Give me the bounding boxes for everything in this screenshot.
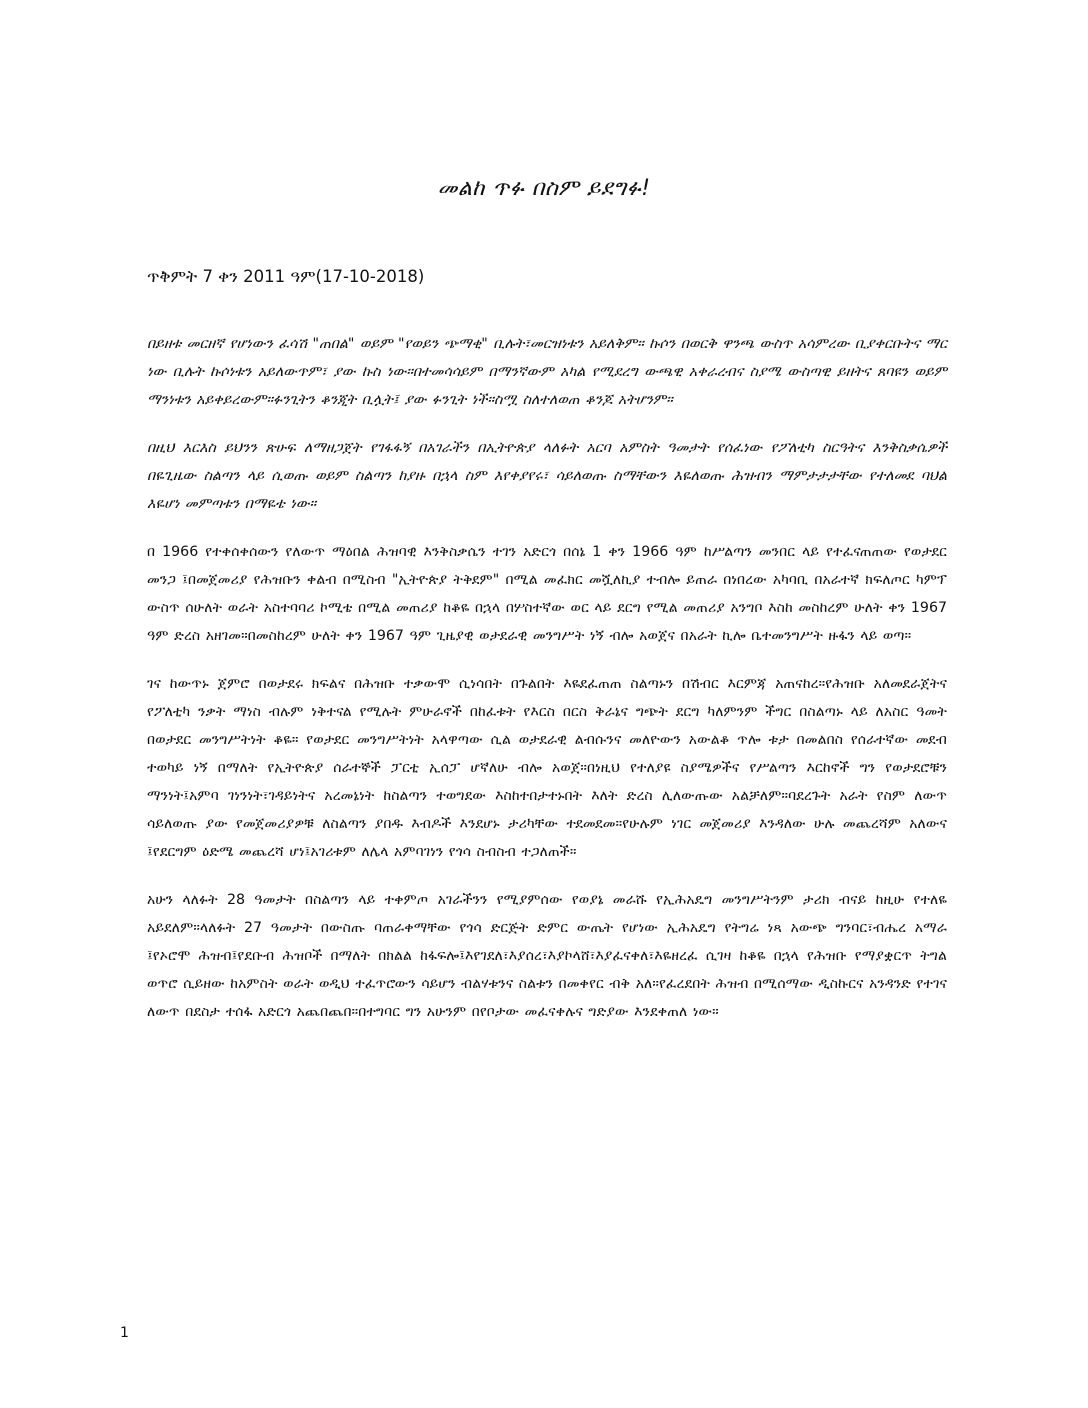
paragraph-4: ገና ከውጥኑ ጀምሮ በወታደሩ ክፍልና በሕዝቡ ተቃውሞ ሲነሳበት በጉልበት እዬደፈጠጠ ስልጣኑን በሽብር እርምጃ አጠናከረ።የሕዝቡ አለመደራጀትና የፖለቲካ ንቃት ማነስ ብሉም ነቅተናል የሚሉት ምሁራኖች በከፈቱት የእርስ በርስ ቅራኔና ግጭት ደርግ ካለምንም ችግር በስልጣኑ ላይ ለአስር ዓመት በወታደር መንግሥትነት ቆዬ። የወታደር መንግሥትነት አላዋጣው ሲል ወታደራዊ ልብሱንና መለዮውን አውልቆ ጥሎ ቱታ በመልበስ የሰራተኛው መደብ ተወካይ ነኝ በማለት የኢትዮጵያ ሰራተኞች ፓርቲ ኢሰፓ ሆኛለሁ ብሎ አወጀ።በነዚህ የተለያዩ ስያሜዎችና የሥልጣን እርከኖች ግን የወታደሮቹን ማንነት፤አምባ ገነንነት፣ገዳይነትና አረመኔነት ከስልጣን ተወግደው እስከተበታተኑበት እለት ድረስ ሊለውጡው አልቻለም።ባደረጉት አራት የስም ለውጥ ሳይለወጡ ያው የመጀመሪያዎቹ ለስልጣን ያበዱ እብዶች እንደሆኑ ታሪካቸው ተደመደመ።የሁሉም ነገር መጀመሪያ እንዳለው ሁሉ መጨረሻም አለውና ፤የደርግም ዕድሜ መጨረሻ ሆነ፤አገሪቱም ለሌላ አምባገነን የጎሳ ስብስብ ተጋለጠች።	[147, 676, 948, 860]
paragraph-1: በይዘቱ መርዘኛ የሆነውን ፈሳሽ "ጠበል" ወይም "የወይን ጭማቂ" ቢሉት፣መርዝነቱን አይለቅም። ኩሶን በወርቅ ዋንጫ ውስጥ አሳምረው ቢያቀርቡትና ማር ነው ቢሉት ኩሶነቱን አይለውጥም፣ ያው ኩስ ነው።በተመሳሳይም በማንኛውም አካል የሚደረግ ውጫዊ አቀራረብና ስያሜ ውስጣዊ ይዘትና ጸባዩን ወይም ማንነቱን አይቀይረውም።ፉንጊትን ቆንጂት ቢሏት፤ ያው ፉንጊት ነች።ስሟ ስለተለወጠ ቆንጆ አትሆንም።	[147, 336, 948, 408]
date-line: ጥቅምት 7 ቀን 2011 ዓም(17-10-2018)	[147, 267, 425, 286]
document-title: መልከ ጥፉ በስም ይደግፉ!	[437, 176, 651, 201]
paragraph-2: በዚህ እርእስ ይህንን ጽሁፍ ለማዘጋጀት የገፋፋኝ በአገራችን በኢትዮጵያ ላለፉት አርባ አምስት ዓመታት የሰፈነው የፖለቲካ ስርዓትና እንቅስቃሴዎች በዬጊዜው ስልጣን ላይ ሲወጡ ወይም ስልጣን ከያዙ በኋላ ስም እየቀያየሩ፣ ሳይለወጡ ስማቸውን እዬለወጡ ሕዝብን ማምታታታቸው የተለመደ ባህል እዬሆነ መምጣቱን በማዬቴ ነው።	[147, 440, 947, 512]
paragraph-5: አሁን ላለፉት 28 ዓመታት በስልጣን ላይ ተቀምጦ አገራችንን የሚያምሰው የወያኔ መራሹ የኢሕአዴግ መንግሥትንም ታሪክ ብናይ ከዚሁ የተለዬ አይደለም።ላለፉት 27 ዓመታት በውስጡ ባጠራቀማቸው የጎሳ ድርጅት ድምር ውጤት የሆነው ኢሕአዴግ የትግሬ ነጻ አውጭ ግንባር፣ብሔረ አማራ ፤የኦሮሞ ሕዝብ፤የደቡብ ሕዝቦች በማለት በክልል ከፋፍሎ፤እየገደለ፣እያሰረ፣እያኮላሸ፣እያፈናቀለ፣እዬዘረፈ ሲገዛ ከቆዬ በኋላ የሕዝቡ የማያቋርጥ ትግል ወጥሮ ሲይዘው ከአምስት ወራት ወዲህ ተፈጥሮውን ሳይሆን ብልሃቱንና ስልቱን በመቀየር ብቅ አለ።የፈረደበት ሕዝብ በሚሰማው ዲስኩርና አንዳንድ የተገና ለውጥ በደስታ ተሰፋ አድርጎ አጨበጨበ።በተግባር ግን አሁንም በየቦታው መፈናቀሉና ግድያው እንደቀጠለ ነው።	[147, 892, 947, 1020]
paragraph-3: በ 1966 የተቀሰቀሰውን የለውጥ ማዕበል ሕዝባዊ እንቅስቃሴን ተገን አድርጎ በሰኔ 1 ቀን 1966 ዓም ከሥልጣን መንበር ላይ የተፈናጠጠው የወታደር መንጋ ፤በመጀመሪያ የሕዝቡን ቀልብ በሚስብ "ኢትዮጵያ ትቅደም" በሚል መፈክር መሿለኪያ ተብሎ ይጠራ በነበረው አካባቢ በአራተኛ ክፍለጦር ካምፕ ውስጥ ሰሁለት ወራት አስተባባሪ ኮሚቴ በሚል መጠሪያ ከቆዬ በኋላ በሦስተኛው ወር ላይ ደርግ የሚል መጠሪያ አንግቦ እስከ መስከረም ሁለት ቀን 1967 ዓም ድረስ አዘገመ።በመስከረም ሁለት ቀን 1967 ዓም ጊዜያዊ ወታደራዊ መንግሥት ነኝ ብሎ አወጀና በአራት ኪሎ ቤተመንግሥት ዙፋን ላይ ወጣ።	[147, 544, 947, 644]
page-number: 1	[120, 1325, 129, 1341]
document-body	[147, 330, 947, 1046]
